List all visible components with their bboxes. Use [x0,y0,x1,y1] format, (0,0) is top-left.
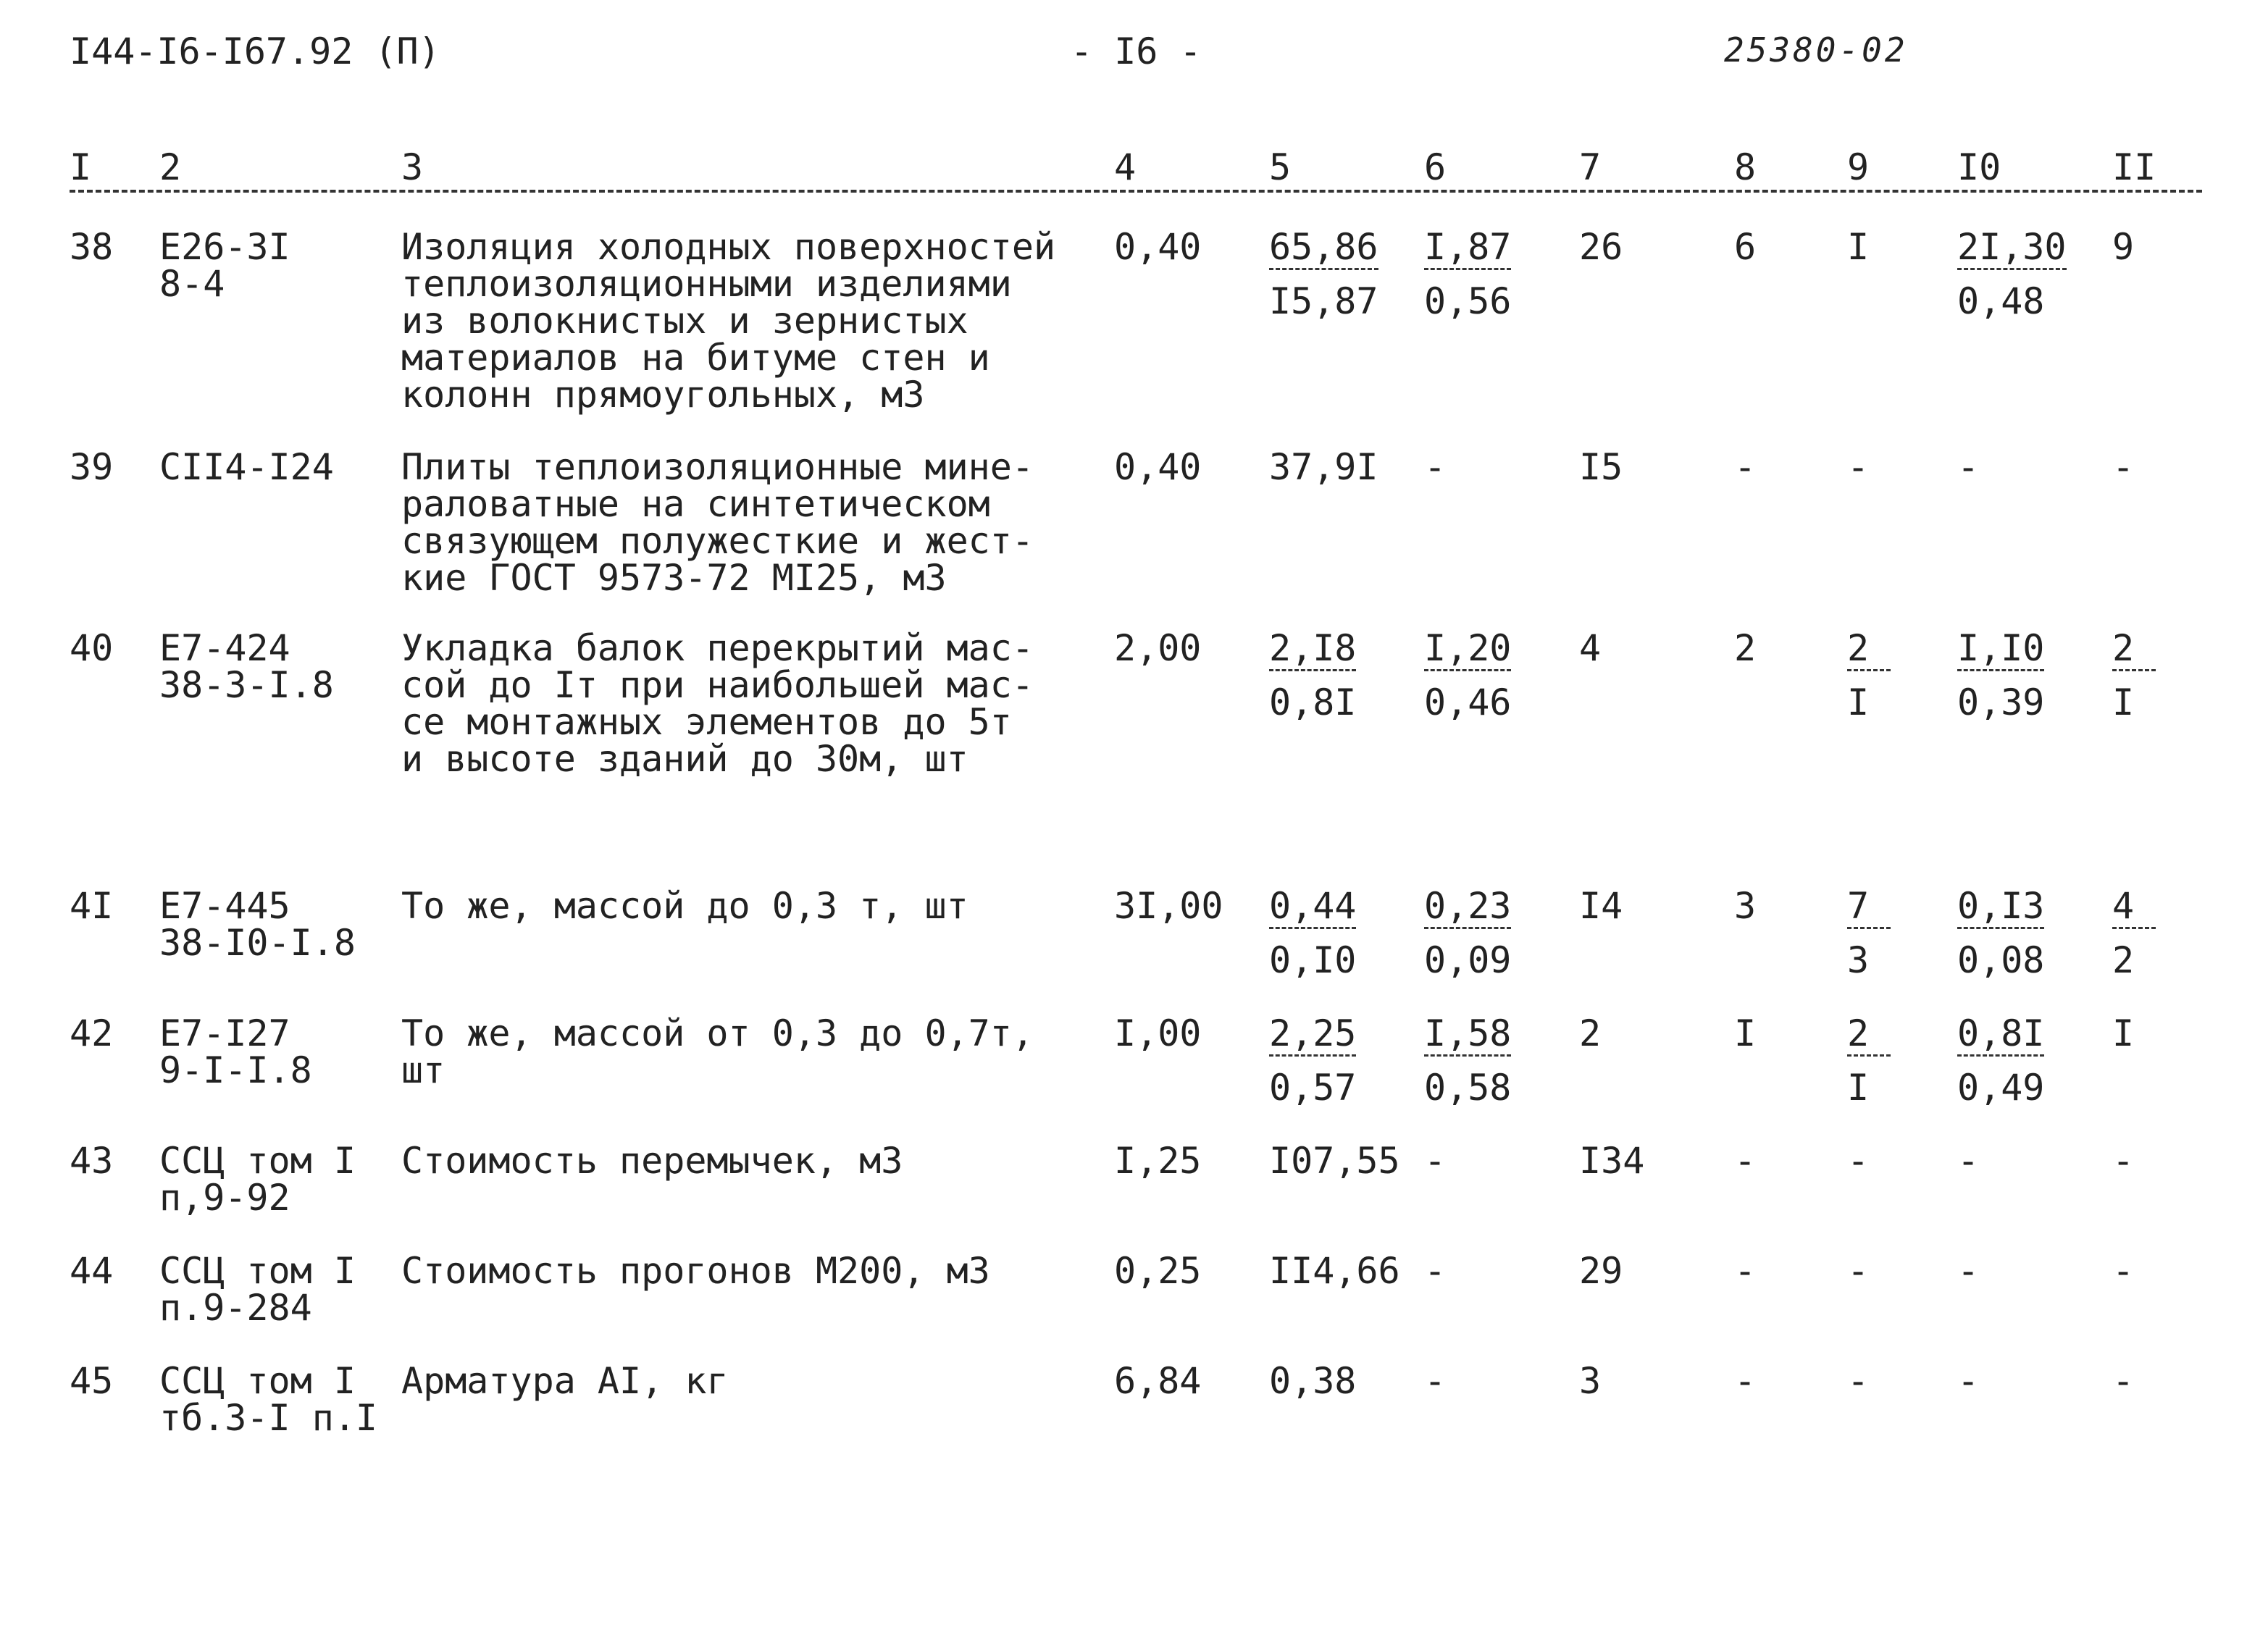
column-header-7: 7 [1579,146,1602,188]
item-number: 4I [70,885,114,927]
rate-code: ССЦ том I п.9-284 [159,1250,356,1329]
col-5: II4,66 [1269,1250,1400,1292]
col-11: - [2112,446,2135,488]
col-5: 0,38 [1269,1360,1357,1402]
col-11: - [2112,1250,2135,1292]
column-header-1: I [70,146,92,188]
rate-code: Е7-445 38-I0-I.8 [159,885,356,964]
quantity: 0,40 [1114,446,1202,488]
col-6-fraction [1424,226,1512,322]
col-6-numerator: I,20 [1424,630,1511,671]
col-5-numerator: 2,I8 [1269,630,1356,671]
col-9: I [1847,226,1870,268]
col-10-denominator: 0,39 [1957,681,2045,723]
col-6: - [1424,1140,1447,1182]
col-8: 2 [1734,627,1757,669]
item-number: 38 [70,226,114,268]
col-10-fraction [1957,627,2045,723]
col-11-denominator: 2 [2112,939,2135,981]
col-8: - [1734,1140,1757,1182]
col-5: I07,55 [1269,1140,1400,1182]
col-9-numerator: 2 [1847,1015,1891,1057]
col-10: - [1957,446,1980,488]
col-11: - [2112,1360,2135,1402]
col-10: - [1957,1360,1980,1402]
work-description: Стоимость перемычек, м3 [401,1140,903,1182]
header-divider [70,190,2202,193]
col-7: 2 [1579,1012,1602,1054]
column-header-3: 3 [401,146,424,188]
col-9-denominator: I [1847,681,1870,723]
rate-code: Е26-3I 8-4 [159,226,290,305]
item-number: 43 [70,1140,114,1182]
col-9-denominator: 3 [1847,939,1870,981]
col-8: 3 [1734,885,1757,927]
rate-code: ССЦ том I п,9-92 [159,1140,356,1219]
col-11-numerator: 2 [2112,630,2156,671]
page-number: - I6 - [1071,30,1202,72]
col-7: 4 [1579,627,1602,669]
rate-code: ССЦ том I тб.3-I п.I [159,1360,378,1439]
col-7: 3 [1579,1360,1602,1402]
col-6-numerator: I,58 [1424,1015,1511,1057]
col-10-denominator: 0,08 [1957,939,2045,981]
col-7: I4 [1579,885,1623,927]
quantity: 0,40 [1114,226,1202,268]
col-8: - [1734,1360,1757,1402]
col-9-fraction [1847,1012,1891,1109]
col-9-numerator: 2 [1847,630,1891,671]
quantity: 2,00 [1114,627,1202,669]
col-6: - [1424,1360,1447,1402]
archive-number: 25380-02 [1724,30,1908,70]
work-description: То же, массой до 0,3 т, шт [401,885,968,927]
col-10-fraction [1957,226,2067,322]
col-6-fraction [1424,627,1512,723]
col-9: - [1847,1140,1870,1182]
col-5-numerator: 0,44 [1269,888,1356,929]
column-header-2: 2 [159,146,182,188]
col-5: 37,9I [1269,446,1378,488]
col-7: 29 [1579,1250,1623,1292]
col-8: 6 [1734,226,1757,268]
quantity: 3I,00 [1114,885,1223,927]
rate-code: Е7-424 38-3-I.8 [159,627,334,706]
col-10: - [1957,1140,1980,1182]
quantity: I,00 [1114,1012,1202,1054]
column-header-8: 8 [1734,146,1757,188]
col-9: - [1847,446,1870,488]
rate-code: СII4-I24 [159,446,334,488]
col-10-denominator: 0,49 [1957,1067,2045,1109]
item-number: 45 [70,1360,114,1402]
col-6-denominator: 0,09 [1424,939,1512,981]
col-6: - [1424,446,1447,488]
col-6-fraction [1424,1012,1512,1109]
col-6-numerator: 0,23 [1424,888,1511,929]
work-description: Изоляция холодных поверхностей теплоизоляционными изделиями из волокнистых и зернистых материалов на битуме стен и колонн прямоугольных, м3 [401,226,1056,416]
col-5-denominator: 0,57 [1269,1067,1357,1109]
col-9-fraction [1847,627,1891,723]
col-10-numerator: 0,8I [1957,1015,2044,1057]
column-header-6: 6 [1424,146,1447,188]
work-description: Укладка балок перекрытий мас- сой до Iт при наибольшей мас- се монтажных элементов до 5т и высоте зданий до 30м, шт [401,627,1034,780]
col-6-denominator: 0,56 [1424,280,1512,322]
col-6-numerator: I,87 [1424,229,1511,270]
col-11: I [2112,1012,2135,1054]
rate-code: Е7-I27 9-I-I.8 [159,1012,312,1091]
col-11-fraction [2112,627,2156,723]
col-6-fraction [1424,885,1512,981]
col-5-fraction [1269,627,1357,723]
column-header-9: 9 [1847,146,1870,188]
col-9: - [1847,1250,1870,1292]
work-description: Стоимость прогонов М200, м3 [401,1250,990,1292]
col-10-numerator: I,I0 [1957,630,2044,671]
col-10-numerator: 0,I3 [1957,888,2044,929]
col-10: - [1957,1250,1980,1292]
quantity: 6,84 [1114,1360,1202,1402]
col-5-fraction [1269,885,1357,981]
col-10-numerator: 2I,30 [1957,229,2067,270]
col-6-denominator: 0,46 [1424,681,1512,723]
col-8: I [1734,1012,1757,1054]
col-7: I34 [1579,1140,1645,1182]
col-11: - [2112,1140,2135,1182]
col-10-fraction [1957,1012,2045,1109]
col-5-denominator: 0,I0 [1269,939,1357,981]
quantity: 0,25 [1114,1250,1202,1292]
col-5-denominator: 0,8I [1269,681,1357,723]
col-8: - [1734,1250,1757,1292]
column-header-10: I0 [1957,146,2001,188]
column-header-11: II [2112,146,2156,188]
col-9-fraction [1847,885,1891,981]
col-11-denominator: I [2112,681,2135,723]
document-code: I44-I6-I67.92 (П) [70,30,440,72]
item-number: 44 [70,1250,114,1292]
col-5-numerator: 65,86 [1269,229,1378,270]
col-11-fraction [2112,885,2156,981]
column-header-4: 4 [1114,146,1137,188]
col-7: 26 [1579,226,1623,268]
col-8: - [1734,446,1757,488]
col-10-fraction [1957,885,2045,981]
col-10-denominator: 0,48 [1957,280,2045,322]
col-7: I5 [1579,446,1623,488]
work-description: То же, массой от 0,3 до 0,7т, шт [401,1012,1034,1091]
col-11-numerator: 4 [2112,888,2156,929]
column-header-5: 5 [1269,146,1292,188]
item-number: 39 [70,446,114,488]
col-5-denominator: I5,87 [1269,280,1378,322]
work-description: Арматура АI, кг [401,1360,729,1402]
col-6: - [1424,1250,1447,1292]
work-description: Плиты теплоизоляционные мине- раловатные на синтетическом связующем полужесткие и жест- кие ГОСТ 9573-72 МI25, м3 [401,446,1034,599]
col-5-fraction [1269,1012,1357,1109]
item-number: 42 [70,1012,114,1054]
col-5-numerator: 2,25 [1269,1015,1356,1057]
col-5-fraction [1269,226,1378,322]
col-6-denominator: 0,58 [1424,1067,1512,1109]
item-number: 40 [70,627,114,669]
col-9: - [1847,1360,1870,1402]
quantity: I,25 [1114,1140,1202,1182]
col-11: 9 [2112,226,2135,268]
col-9-numerator: 7 [1847,888,1891,929]
col-9-denominator: I [1847,1067,1870,1109]
